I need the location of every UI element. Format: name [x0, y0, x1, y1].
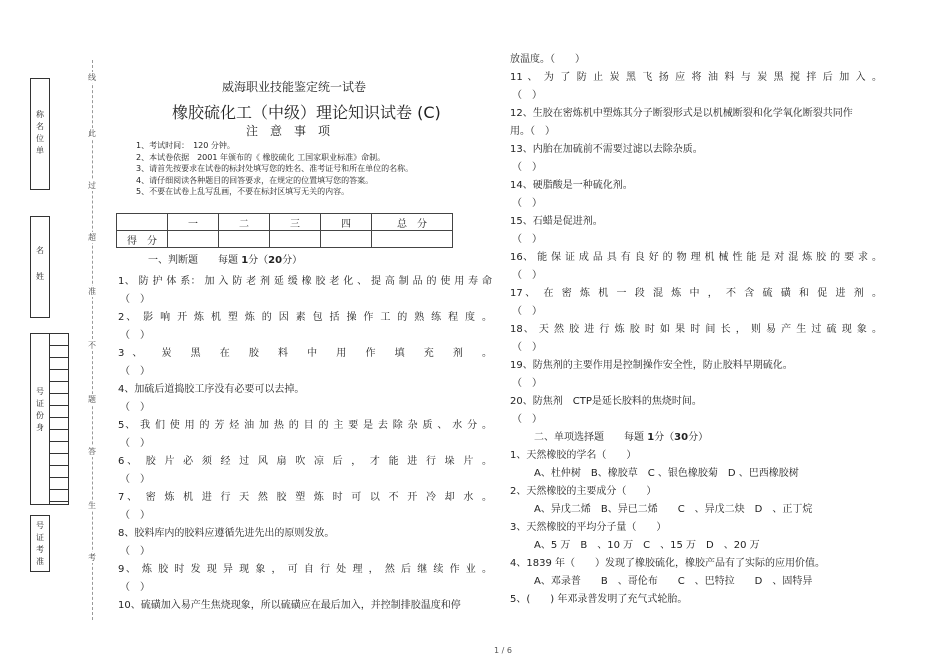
notice-item: 5、不要在试卷上乱写乱画，不要在标封区填写无关的内容。 — [136, 187, 350, 196]
question-7: 7、 密 炼 机 进 行 天 然 胶 塑 炼 时 可 以 不 开 冷 却 水 。 — [118, 492, 492, 503]
answer-paren[interactable]: （ ） — [120, 330, 150, 341]
answer-paren[interactable]: （ ） — [512, 198, 542, 209]
section2-title — [534, 431, 708, 445]
score-header-cell — [117, 214, 168, 231]
question-8: 8、胶料库内的胶料应遵循先进先出的原则发放。 — [118, 528, 335, 539]
choice-question-3: 3、天然橡胶的平均分子量（ ） — [510, 522, 667, 533]
sidebar-char: 位 — [36, 134, 44, 143]
question-4: 4、加硫后道捣胶工序没有必要可以去掉。 — [118, 384, 305, 395]
question-10: 10、硫磺加入易产生焦烧现象，所以硫磺应在最后加入，并控制排胶温度和停 — [118, 600, 461, 611]
section-title-text: 一、判断题 每题 — [148, 255, 238, 266]
seal-char: 此 — [88, 129, 96, 138]
page-number: 1 / 6 — [494, 646, 512, 655]
score-cell[interactable] — [219, 231, 270, 248]
question-17: 17、 在 密 炼 机 一 段 混 炼 中 ， 不 含 硫 磺 和 促 进 剂 。 — [510, 288, 882, 299]
seal-char: 超 — [88, 233, 96, 242]
sidebar-char: 考 — [36, 545, 44, 554]
question-12-cont: 用。（ ） — [510, 126, 555, 137]
id-number-grid — [49, 333, 69, 505]
score-header-cell: 三 — [270, 214, 321, 231]
section-end: 分） — [282, 255, 303, 266]
section-unit: 分（ — [248, 255, 269, 266]
question-11: 11 、 为 了 防 止 炭 黑 飞 扬 应 将 油 料 与 炭 黑 搅 拌 后 加 入 。 — [510, 72, 882, 83]
score-cell[interactable] — [372, 231, 453, 248]
notice-item: 3、请首先按要求在试卷的标封处填写您的姓名、准考证号和所在单位的名称。 — [136, 164, 414, 173]
question-20: 20、防焦剂 CTP是延长胶料的焦烧时间。 — [510, 396, 702, 407]
question-19: 19、防焦剂的主要作用是控制操作安全性，防止胶料早期硫化。 — [510, 360, 793, 371]
answer-paren[interactable]: （ ） — [120, 438, 150, 449]
seal-char: 答 — [88, 447, 96, 456]
sidebar-char: 份 — [36, 411, 44, 420]
seal-char: 过 — [88, 181, 96, 190]
seal-char: 题 — [88, 395, 96, 404]
score-header-cell: 总 分 — [372, 214, 453, 231]
name-box — [30, 216, 50, 318]
id-number-box — [30, 333, 50, 505]
section-end: 分） — [688, 432, 709, 443]
question-14: 14、硬脂酸是一种硫化剂。 — [510, 180, 633, 191]
sidebar-char: 身 — [36, 423, 44, 432]
question-6: 6、 胶 片 必 须 经 过 风 扇 吹 凉 后 ， 才 能 进 行 垛 片 。 — [118, 456, 492, 467]
question-1: 1、 防 护 体 系： 加 入 防 老 剂 延 缓 橡 胶 老 化 、 提 高 制 品 的 使 用 寿 命 — [118, 276, 492, 287]
unit-name-box — [30, 78, 50, 190]
sidebar-char: 号 — [36, 387, 44, 396]
sidebar-char: 号 — [36, 521, 44, 530]
score-cell[interactable] — [321, 231, 372, 248]
answer-paren[interactable]: （ ） — [512, 414, 542, 425]
choice-question-2: 2、天然橡胶的主要成分（ ） — [510, 486, 657, 497]
answer-paren[interactable]: （ ） — [512, 270, 542, 281]
choice-options-3: A、5 万 B 、10 万 C 、15 万 D 、20 万 — [534, 540, 760, 551]
sidebar-char: 称 — [36, 110, 44, 119]
exam-org-line: 威海职业技能鉴定统一试卷 — [222, 80, 367, 94]
answer-paren[interactable]: （ ） — [120, 510, 150, 521]
section-unit: 分（ — [654, 432, 675, 443]
notice-item: 2、本试卷依据 2001 年颁布的《 橡胶硫化 工国家职业标准》命制。 — [136, 152, 386, 162]
exam-title: 橡胶硫化工（中级）理论知识试卷 (C) — [172, 103, 441, 122]
question-15: 15、石蜡是促进剂。 — [510, 216, 603, 227]
sidebar-char: 名 — [36, 246, 44, 255]
notice-item: 1、考试时间： 120 分钟。 — [136, 141, 235, 150]
sidebar-char: 证 — [36, 399, 44, 408]
sidebar-char: 单 — [36, 146, 44, 155]
choice-options-2: A、异戊二烯 B、异已二烯 C 、异戊二炔 D 、正丁烷 — [534, 504, 813, 515]
choice-question-5: 5、( ) 年邓录普发明了充气式轮胎。 — [510, 594, 688, 605]
section-total: 20 — [268, 255, 283, 266]
question-10-cont: 放温度。（ ） — [510, 54, 585, 65]
seal-char: 线 — [88, 73, 96, 82]
question-9: 9、 炼 胶 时 发 现 异 现 象 ， 可 自 行 处 理 ， 然 后 继 续 作 业 。 — [118, 564, 492, 575]
answer-paren[interactable]: （ ） — [512, 162, 542, 173]
notice-item: 4、请仔细阅读各种题目的回答要求，在规定的位置填写您的答案。 — [136, 175, 374, 185]
answer-paren[interactable]: （ ） — [512, 90, 542, 101]
seal-char: 不 — [88, 341, 96, 350]
notice-title: 注 意 事 项 — [246, 124, 331, 138]
answer-paren[interactable]: （ ） — [512, 378, 542, 389]
score-table — [116, 213, 453, 248]
sidebar-char: 名 — [36, 122, 44, 131]
seal-char: 准 — [88, 287, 96, 296]
question-13: 13、内胎在加硫前不需要过滤以去除杂质。 — [510, 144, 703, 155]
choice-question-1: 1、天然橡胶的学名（ ） — [510, 450, 637, 461]
answer-paren[interactable]: （ ） — [120, 402, 150, 413]
choice-options-4: A、邓录普 B 、哥伦布 C 、巴特拉 D 、固特异 — [534, 576, 813, 587]
section-points: 1 — [241, 255, 249, 266]
question-16: 16、 能 保 证 成 品 具 有 良 好 的 物 理 机 械 性 能 是 对 混 炼 胶 的 要 求 。 — [510, 252, 882, 263]
score-row-label: 得 分 — [117, 231, 168, 248]
seal-char: 生 — [88, 501, 96, 510]
section-title-text: 二、单项选择题 每题 — [534, 432, 644, 443]
choice-options-1: A、杜仲树 B、橡胶草 C 、银色橡胶菊 D 、巴西橡胶树 — [534, 468, 799, 479]
question-12: 12、生胶在密炼机中塑炼其分子断裂形式是以机械断裂和化学氧化断裂共同作 — [510, 108, 853, 119]
section1-title — [148, 254, 302, 268]
score-header-cell: 二 — [219, 214, 270, 231]
notice-list — [136, 140, 413, 198]
exam-number-box — [30, 515, 50, 572]
question-2: 2、 影 响 开 炼 机 塑 炼 的 因 素 包 括 操 作 工 的 熟 练 程 度 。 — [118, 312, 492, 323]
seal-char: 考 — [88, 553, 96, 562]
question-5: 5、 我 们 使 用 的 芳 烃 油 加 热 的 目 的 主 要 是 去 除 杂 质 、 水 分 。 — [118, 420, 492, 431]
answer-paren[interactable]: （ ） — [120, 294, 150, 305]
score-cell[interactable] — [270, 231, 321, 248]
answer-paren[interactable]: （ ） — [512, 342, 542, 353]
answer-paren[interactable]: （ ） — [120, 366, 150, 377]
section-total: 30 — [674, 432, 689, 443]
question-3: 3、 炭 黑 在 胶 料 中 用 作 填 充 剂 。 — [118, 348, 492, 359]
score-header-cell: 四 — [321, 214, 372, 231]
sidebar-char: 准 — [36, 557, 44, 566]
section-points: 1 — [647, 432, 655, 443]
answer-paren[interactable]: （ ） — [120, 582, 150, 593]
sidebar-char: 证 — [36, 533, 44, 542]
question-18: 18、 天 然 胶 进 行 炼 胶 时 如 果 时 间 长 ， 则 易 产 生 过 硫 现 象 。 — [510, 324, 882, 335]
answer-paren[interactable]: （ ） — [120, 546, 150, 557]
sidebar-char: 姓 — [36, 272, 44, 281]
score-cell[interactable] — [168, 231, 219, 248]
answer-paren[interactable]: （ ） — [512, 306, 542, 317]
score-header-cell: 一 — [168, 214, 219, 231]
choice-question-4: 4、1839 年（ ）发现了橡胶硫化，橡胶产品有了实际的应用价值。 — [510, 558, 825, 569]
answer-paren[interactable]: （ ） — [120, 474, 150, 485]
answer-paren[interactable]: （ ） — [512, 234, 542, 245]
